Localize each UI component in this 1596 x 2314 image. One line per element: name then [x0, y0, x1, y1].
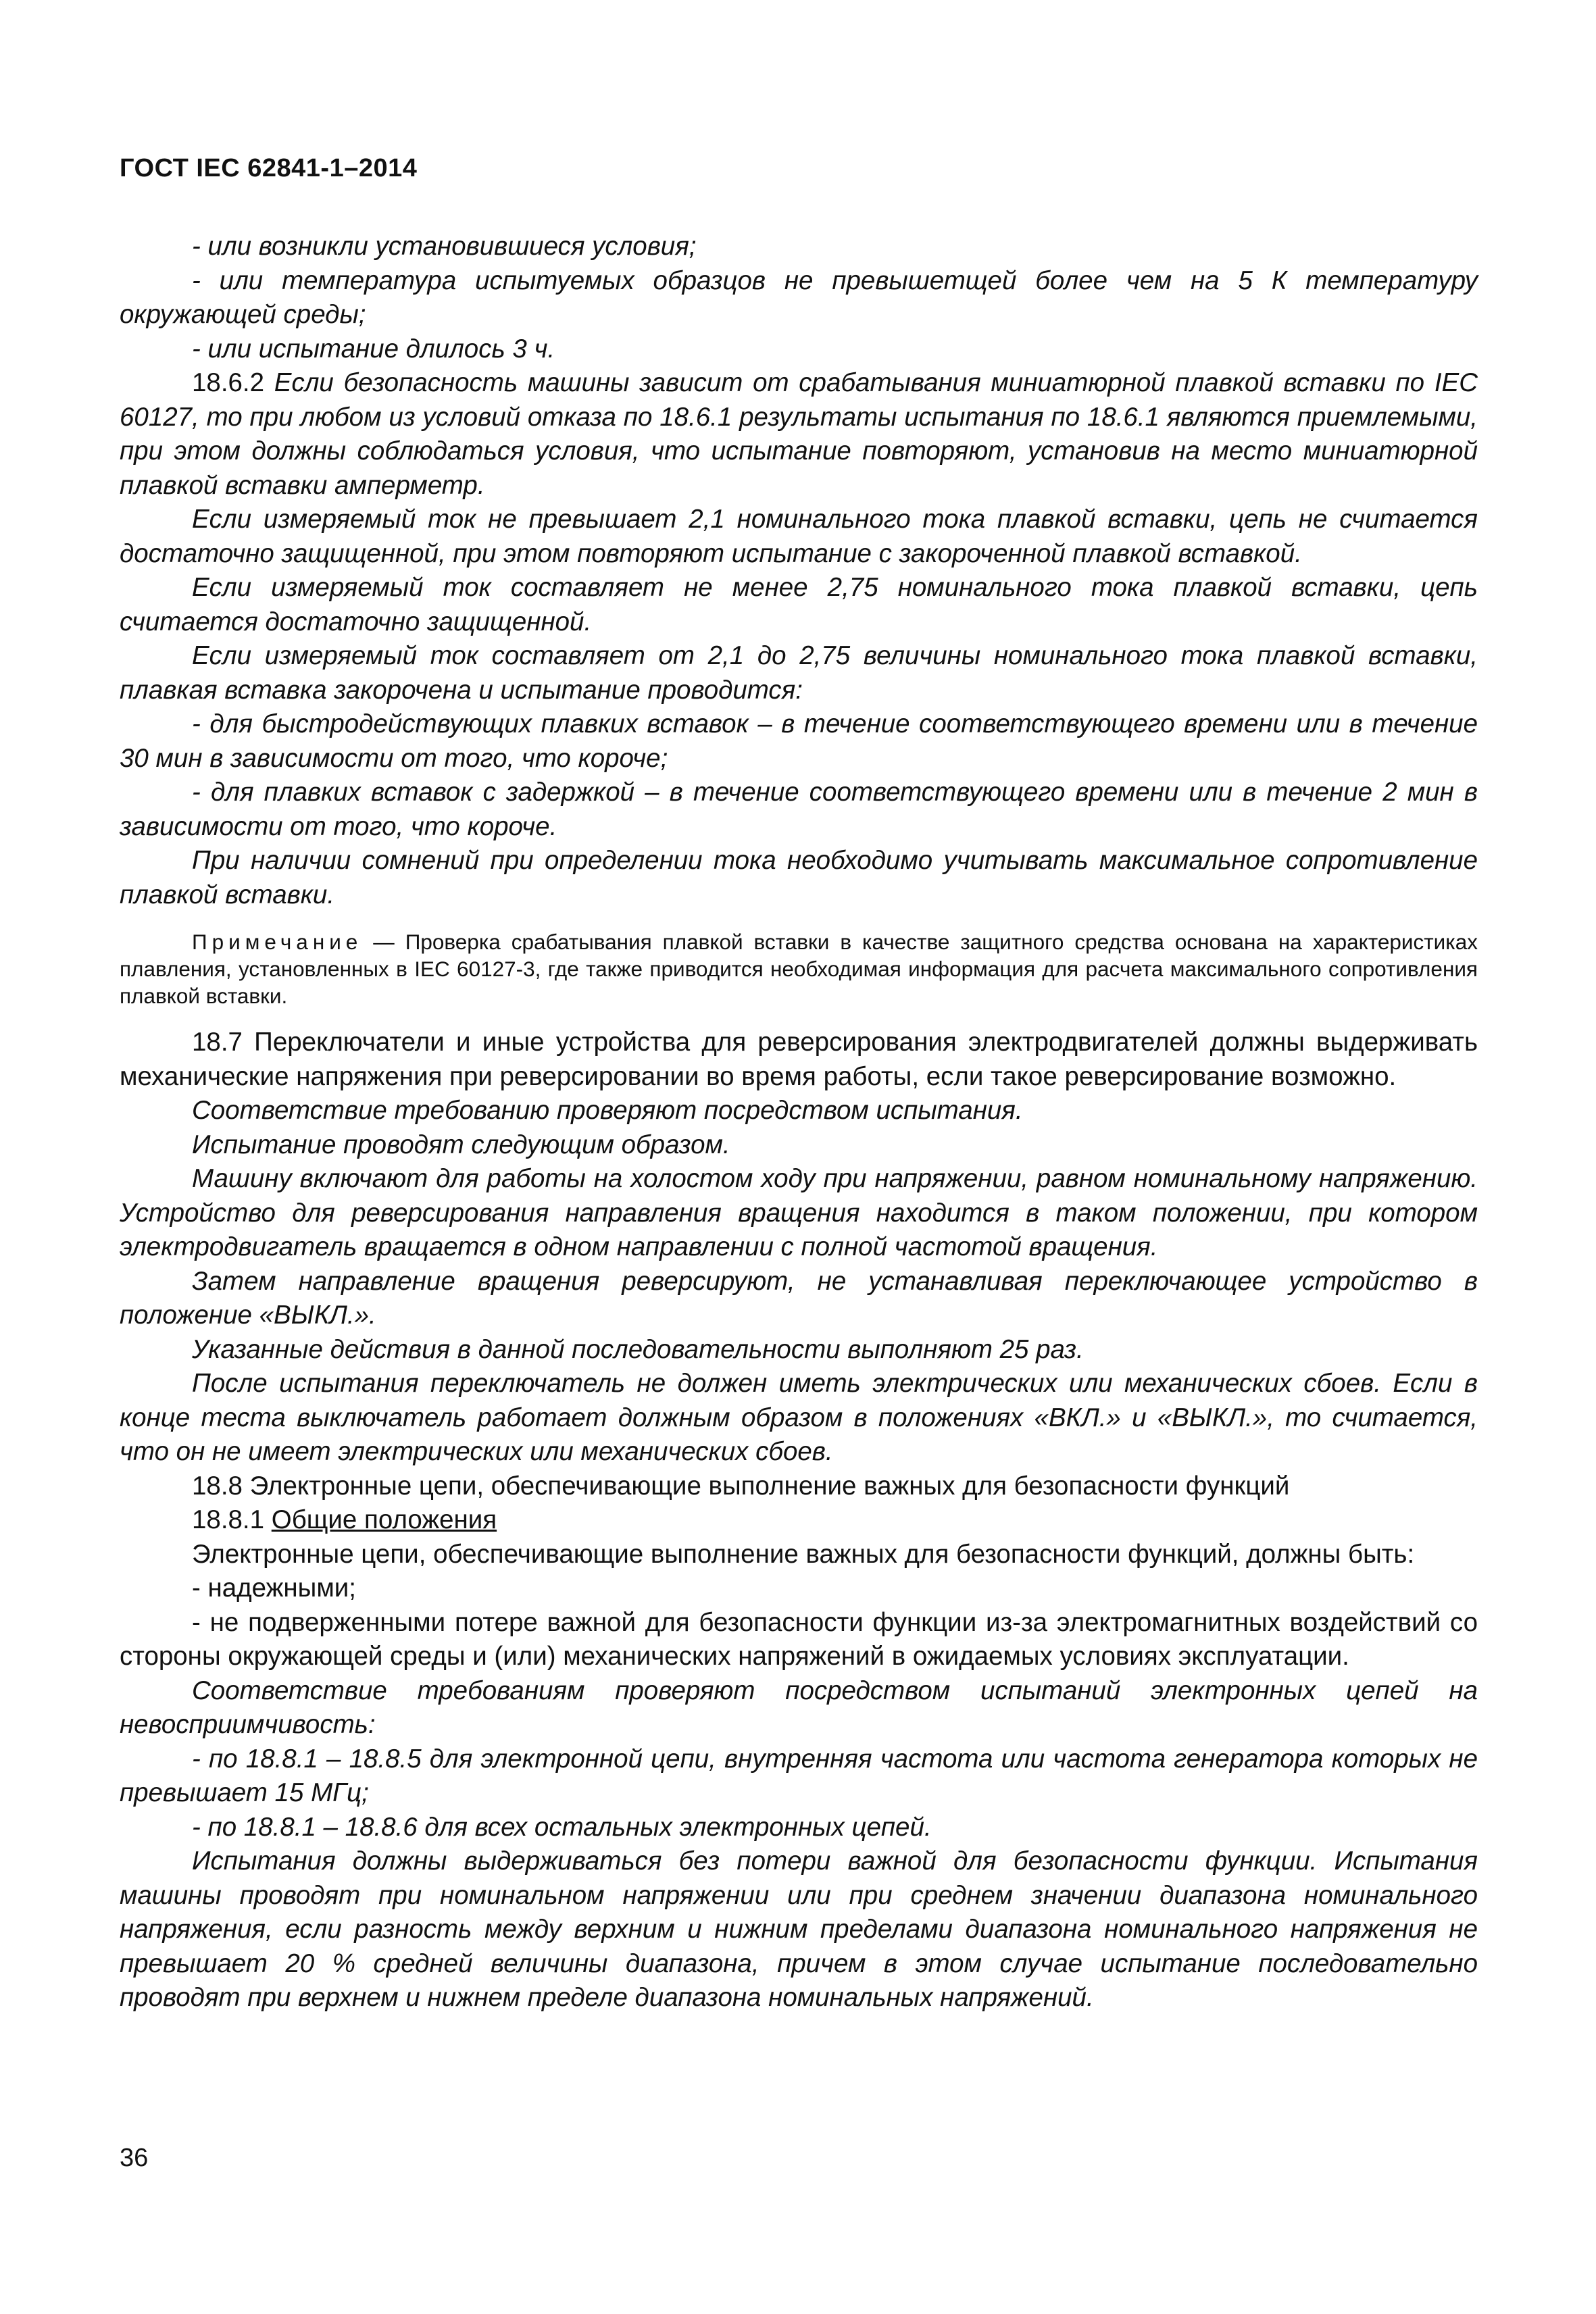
paragraph: Испытание проводят следующим образом. — [192, 1130, 730, 1159]
paragraph: - или испытание длилось 3 ч. — [192, 334, 555, 363]
paragraph: - для быстродействующих плавких вставок – в течение соответствующего времени или в течение 30 мин в зависимости от того, что короче; — [120, 709, 1478, 773]
paragraph: - надежными; — [192, 1574, 356, 1603]
paragraph: 18.8 Электронные цепи, обеспечивающие выполнение важных для безопасности функций — [192, 1471, 1290, 1501]
paragraph: Если измеряемый ток не превышает 2,1 номинального тока плавкой вставки, цепь не считается достаточно защищенной, при этом повторяют испытание с закороченной плавкой вставкой. — [120, 505, 1478, 568]
paragraph: Машину включают для работы на холостом ходу при напряжении, равном номинальному напряжению. Устройство для реверсирования направления вращения находится в таком положении, при котором электродвигатель вращается в одном направлении с полной частотой вращения. — [120, 1164, 1478, 1261]
paragraph: Электронные цепи, обеспечивающие выполнение важных для безопасности функций, должны быть: — [192, 1539, 1415, 1569]
section-18-7-18-8-text — [120, 1026, 1478, 2015]
clause-number: 18.6.2 — [192, 368, 274, 397]
paragraph: - по 18.8.1 – 18.8.6 для всех остальных электронных цепей. — [192, 1812, 932, 1842]
paragraph — [120, 366, 1478, 503]
paragraph — [120, 1503, 1478, 1538]
note-paragraph — [120, 928, 1478, 1009]
paragraph: Если измеряемый ток составляет не менее 2,75 номинального тока плавкой вставки, цепь считается достаточно защищенной. — [120, 573, 1478, 636]
paragraph: Соответствие требованию проверяют посредством испытания. — [192, 1096, 1023, 1125]
document-body — [120, 230, 1478, 2015]
paragraph: Испытания должны выдерживаться без потери важной для безопасности функции. Испытания машины проводят при номинальном напряжении или при среднем значении диапазона номинального напряжения, если разность между верхним и нижним пределами диапазона номинального напряжения не превышает 20 % средней величины диапазона, причем в этом случае испытание последовательно проводят при верхнем и нижнем пределе диапазона номинальных напряжений. — [120, 1846, 1478, 2012]
clause-text: Общие положения — [271, 1505, 497, 1534]
note-text: — Проверка срабатывания плавкой вставки в качестве защитного средства основана на характеристиках плавления, установленных в IEC 60127-3, где также приводится необходимая информация для расчета максимального сопротивления плавкой вставки. — [120, 930, 1478, 1008]
clause-text: Если безопасность машины зависит от срабатывания миниатюрной плавкой вставки по IEC 60127, то при любом из условий отказа по 18.6.1 результаты испытания по 18.6.1 являются приемлемыми, при этом должны соблюдаться условия, что испытание повторяют, установив на место миниатюрной плавкой вставки амперметр. — [120, 368, 1478, 500]
paragraph: Указанные действия в данной последовательности выполняют 25 раз. — [192, 1334, 1084, 1364]
clause-number: 18.8.1 — [192, 1505, 272, 1534]
paragraph: 18.7 Переключатели и иные устройства для реверсирования электродвигателей должны выдерживать механические напряжения при реверсировании во время работы, если такое реверсирование возможно. — [120, 1028, 1478, 1091]
paragraph: - или возникли установившиеся условия; — [192, 232, 697, 261]
paragraph: При наличии сомнений при определении тока необходимо учитывать максимальное сопротивление плавкой вставки. — [120, 846, 1478, 909]
paragraph: После испытания переключатель не должен иметь электрических или механических сбоев. Если в конце теста выключатель работает должным образом в положениях «ВКЛ.» и «ВЫКЛ.», то считается, что он не имеет электрических или механических сбоев. — [120, 1369, 1478, 1466]
page-number: 36 — [120, 2144, 149, 2172]
paragraph: - не подверженными потере важной для безопасности функции из-за электромагнитных воздействий со стороны окружающей среды и (или) механических напряжений в ожидаемых условиях эксплуатации. — [120, 1607, 1478, 1671]
paragraph: Если измеряемый ток составляет от 2,1 до 2,75 величины номинального тока плавкой вставки, плавкая вставка закорочена и испытание проводится: — [120, 641, 1478, 705]
section-18-6-text — [120, 230, 1478, 912]
paragraph: - по 18.8.1 – 18.8.5 для электронной цепи, внутренняя частота или частота генератора которых не превышает 15 МГц; — [120, 1744, 1478, 1807]
standard-title: ГОСТ IEC 62841-1–2014 — [120, 154, 418, 182]
paragraph: Соответствие требованиям проверяют посредством испытаний электронных цепей на невосприимчивость: — [120, 1676, 1478, 1739]
paragraph: - для плавких вставок с задержкой – в течение соответствующего времени или в течение 2 мин в зависимости от того, что короче. — [120, 778, 1478, 841]
note-label: Примечание — [192, 930, 363, 954]
paragraph: Затем направление вращения реверсируют, не устанавливая переключающее устройство в положение «ВЫКЛ.». — [120, 1266, 1478, 1330]
paragraph: - или температура испытуемых образцов не превышетщей более чем на 5 К температуру окружающей среды; — [120, 266, 1478, 329]
